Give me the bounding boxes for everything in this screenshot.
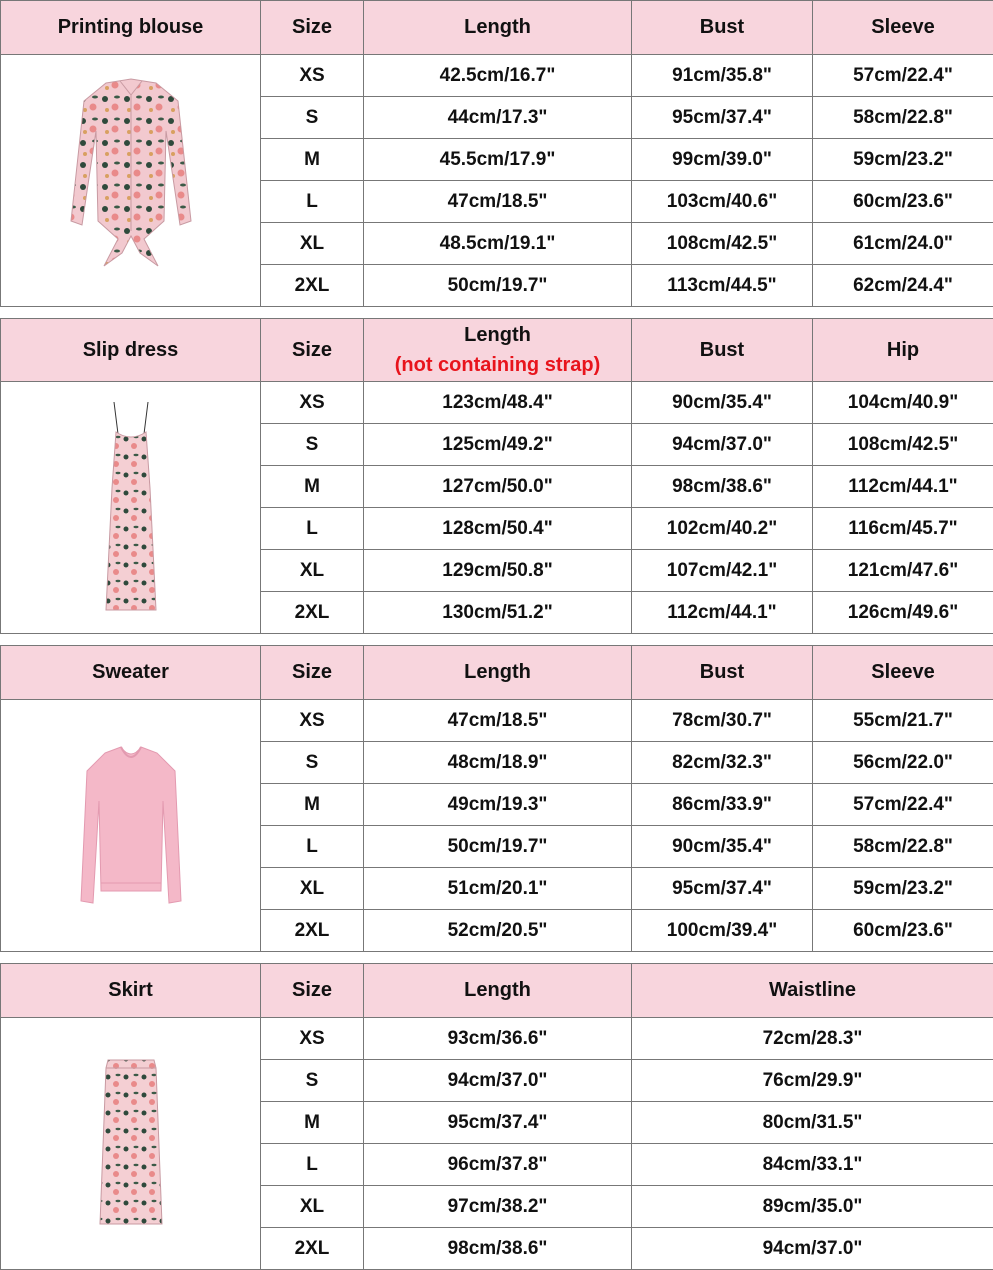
length-cell: 128cm/50.4" xyxy=(364,508,632,550)
size-cell: S xyxy=(261,742,364,784)
product-name: Skirt xyxy=(1,964,261,1018)
bust-cell: 99cm/39.0" xyxy=(632,139,813,181)
header-length: Length xyxy=(364,1,632,55)
sleeve-cell: 57cm/22.4" xyxy=(813,784,993,826)
size-cell: L xyxy=(261,181,364,223)
bust-cell: 78cm/30.7" xyxy=(632,700,813,742)
length-cell: 98cm/38.6" xyxy=(364,1228,632,1270)
header-length: Length xyxy=(364,646,632,700)
product-image-blouse xyxy=(1,55,261,307)
product-image-sweater xyxy=(1,700,261,952)
size-cell: 2XL xyxy=(261,1228,364,1270)
hip-cell: 121cm/47.6" xyxy=(813,550,993,592)
waistline-cell: 76cm/29.9" xyxy=(632,1060,993,1102)
size-cell: 2XL xyxy=(261,592,364,634)
size-cell: 2XL xyxy=(261,910,364,952)
bust-cell: 102cm/40.2" xyxy=(632,508,813,550)
bust-cell: 95cm/37.4" xyxy=(632,868,813,910)
length-cell: 96cm/37.8" xyxy=(364,1144,632,1186)
header-size: Size xyxy=(261,964,364,1018)
header-size: Size xyxy=(261,319,364,382)
bust-cell: 82cm/32.3" xyxy=(632,742,813,784)
length-cell: 127cm/50.0" xyxy=(364,466,632,508)
bust-cell: 112cm/44.1" xyxy=(632,592,813,634)
length-cell: 130cm/51.2" xyxy=(364,592,632,634)
length-cell: 50cm/19.7" xyxy=(364,826,632,868)
size-cell: S xyxy=(261,1060,364,1102)
waistline-cell: 89cm/35.0" xyxy=(632,1186,993,1228)
length-cell: 45.5cm/17.9" xyxy=(364,139,632,181)
length-cell: 129cm/50.8" xyxy=(364,550,632,592)
bust-cell: 90cm/35.4" xyxy=(632,826,813,868)
table-row xyxy=(1,55,993,97)
length-cell: 47cm/18.5" xyxy=(364,700,632,742)
bust-cell: 108cm/42.5" xyxy=(632,223,813,265)
size-cell: L xyxy=(261,508,364,550)
header-sleeve: Sleeve xyxy=(813,646,993,700)
length-cell: 94cm/37.0" xyxy=(364,1060,632,1102)
size-table-blouse xyxy=(0,0,993,307)
header-waistline: Waistline xyxy=(632,964,993,1018)
length-cell: 49cm/19.3" xyxy=(364,784,632,826)
size-cell: XL xyxy=(261,550,364,592)
product-name: Sweater xyxy=(1,646,261,700)
sleeve-cell: 60cm/23.6" xyxy=(813,910,993,952)
hip-cell: 104cm/40.9" xyxy=(813,382,993,424)
hip-cell: 116cm/45.7" xyxy=(813,508,993,550)
size-table-skirt xyxy=(0,963,993,1270)
waistline-cell: 80cm/31.5" xyxy=(632,1102,993,1144)
hip-cell: 126cm/49.6" xyxy=(813,592,993,634)
size-cell: XS xyxy=(261,55,364,97)
length-cell: 48.5cm/19.1" xyxy=(364,223,632,265)
length-cell: 52cm/20.5" xyxy=(364,910,632,952)
header-size: Size xyxy=(261,646,364,700)
length-cell: 42.5cm/16.7" xyxy=(364,55,632,97)
sleeve-cell: 56cm/22.0" xyxy=(813,742,993,784)
size-cell: M xyxy=(261,466,364,508)
sleeve-cell: 55cm/21.7" xyxy=(813,700,993,742)
bust-cell: 98cm/38.6" xyxy=(632,466,813,508)
length-cell: 123cm/48.4" xyxy=(364,382,632,424)
header-bust: Bust xyxy=(632,646,813,700)
size-cell: M xyxy=(261,139,364,181)
bust-cell: 86cm/33.9" xyxy=(632,784,813,826)
size-cell: L xyxy=(261,826,364,868)
length-note: (not containing strap) xyxy=(364,350,631,380)
header-length: Length xyxy=(364,964,632,1018)
hip-cell: 112cm/44.1" xyxy=(813,466,993,508)
waistline-cell: 72cm/28.3" xyxy=(632,1018,993,1060)
header-hip: Hip xyxy=(813,319,993,382)
bust-cell: 91cm/35.8" xyxy=(632,55,813,97)
size-table-slip-dress xyxy=(0,318,993,634)
length-cell: 93cm/36.6" xyxy=(364,1018,632,1060)
size-cell: XL xyxy=(261,223,364,265)
size-cell: XS xyxy=(261,382,364,424)
product-image-slip-dress xyxy=(1,382,261,634)
length-cell: 125cm/49.2" xyxy=(364,424,632,466)
sleeve-cell: 57cm/22.4" xyxy=(813,55,993,97)
pink-sweater-image xyxy=(71,741,191,911)
sleeve-cell: 58cm/22.8" xyxy=(813,97,993,139)
size-cell: 2XL xyxy=(261,265,364,307)
table-row xyxy=(1,1018,993,1060)
length-cell: 51cm/20.1" xyxy=(364,868,632,910)
length-cell: 50cm/19.7" xyxy=(364,265,632,307)
bust-cell: 107cm/42.1" xyxy=(632,550,813,592)
sleeve-cell: 59cm/23.2" xyxy=(813,139,993,181)
floral-skirt-image xyxy=(86,1054,176,1234)
waistline-cell: 94cm/37.0" xyxy=(632,1228,993,1270)
bust-cell: 100cm/39.4" xyxy=(632,910,813,952)
sleeve-cell: 60cm/23.6" xyxy=(813,181,993,223)
size-table-sweater xyxy=(0,645,993,952)
sleeve-cell: 59cm/23.2" xyxy=(813,868,993,910)
bust-cell: 103cm/40.6" xyxy=(632,181,813,223)
size-cell: L xyxy=(261,1144,364,1186)
length-cell: 97cm/38.2" xyxy=(364,1186,632,1228)
length-cell: 44cm/17.3" xyxy=(364,97,632,139)
bust-cell: 113cm/44.5" xyxy=(632,265,813,307)
product-image-skirt xyxy=(1,1018,261,1270)
header-sleeve: Sleeve xyxy=(813,1,993,55)
size-cell: S xyxy=(261,97,364,139)
size-cell: XL xyxy=(261,868,364,910)
product-name: Slip dress xyxy=(1,319,261,382)
header-length-label: Length xyxy=(364,320,631,350)
length-cell: 47cm/18.5" xyxy=(364,181,632,223)
floral-blouse-image xyxy=(56,71,206,291)
hip-cell: 108cm/42.5" xyxy=(813,424,993,466)
length-cell: 95cm/37.4" xyxy=(364,1102,632,1144)
table-row xyxy=(1,700,993,742)
size-cell: M xyxy=(261,1102,364,1144)
bust-cell: 94cm/37.0" xyxy=(632,424,813,466)
bust-cell: 95cm/37.4" xyxy=(632,97,813,139)
header-size: Size xyxy=(261,1,364,55)
header-bust: Bust xyxy=(632,319,813,382)
length-cell: 48cm/18.9" xyxy=(364,742,632,784)
header-length xyxy=(364,319,632,382)
size-cell: XS xyxy=(261,1018,364,1060)
size-cell: XL xyxy=(261,1186,364,1228)
sleeve-cell: 58cm/22.8" xyxy=(813,826,993,868)
size-cell: S xyxy=(261,424,364,466)
bust-cell: 90cm/35.4" xyxy=(632,382,813,424)
sleeve-cell: 61cm/24.0" xyxy=(813,223,993,265)
header-bust: Bust xyxy=(632,1,813,55)
sleeve-cell: 62cm/24.4" xyxy=(813,265,993,307)
floral-slip-dress-image xyxy=(86,398,176,618)
waistline-cell: 84cm/33.1" xyxy=(632,1144,993,1186)
size-cell: M xyxy=(261,784,364,826)
table-row xyxy=(1,382,993,424)
size-cell: XS xyxy=(261,700,364,742)
product-name: Printing blouse xyxy=(1,1,261,55)
